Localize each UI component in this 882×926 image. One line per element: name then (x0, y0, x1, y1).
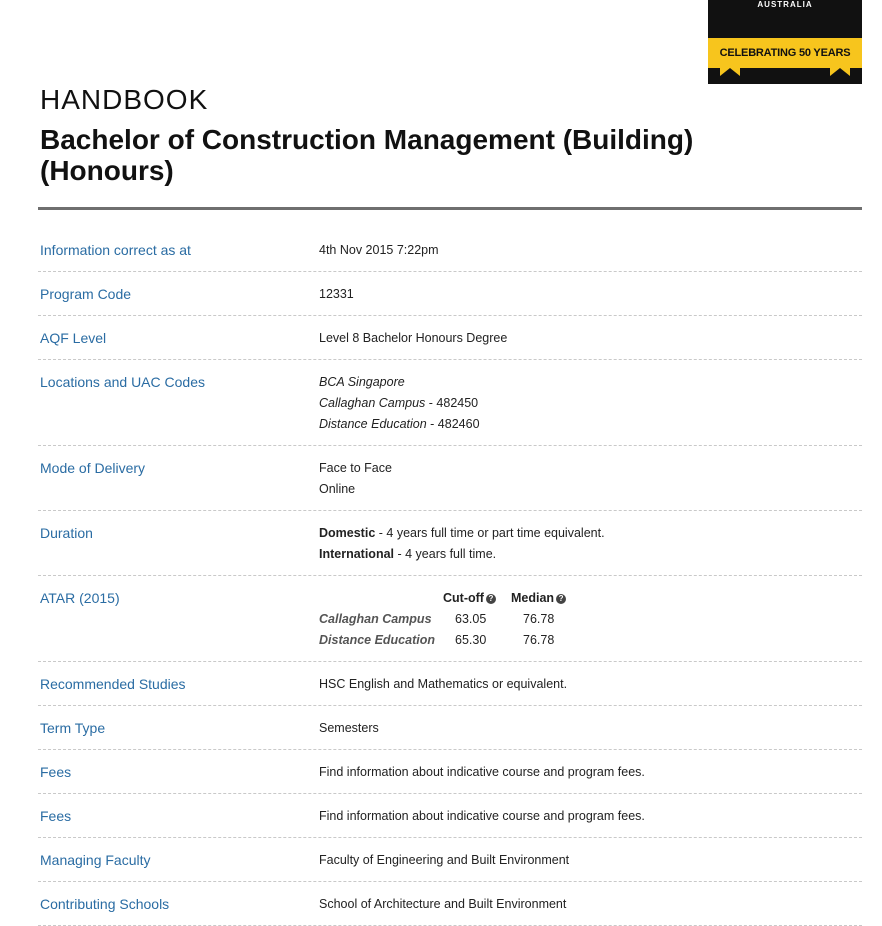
duration-international (319, 544, 862, 565)
detail-row-contributing-schools (38, 882, 862, 926)
row-label: Recommended Studies (40, 676, 186, 692)
delivery-mode: Online (319, 482, 356, 496)
atar-section (319, 588, 862, 651)
duration-domestic-value: - 4 years full time or part time equivalent. (375, 526, 605, 540)
university-logo[interactable] (708, 0, 862, 84)
detail-row-term-type (38, 706, 862, 750)
fees-link[interactable]: Find information about indicative course and program fees. (319, 765, 645, 779)
delivery-mode: Face to Face (319, 461, 392, 475)
row-value: HSC English and Mathematics or equivalent. (319, 677, 568, 691)
duration-domestic-label: Domestic (319, 526, 376, 540)
locations-list (319, 372, 862, 435)
cutoff-header-label: Cut-off (443, 591, 484, 605)
ribbon-right-icon (830, 68, 850, 76)
uac-code: - 482460 (426, 417, 480, 431)
detail-row-duration (38, 511, 862, 576)
question-circle-icon[interactable]: ? (486, 594, 496, 604)
row-label: Locations and UAC Codes (40, 374, 205, 390)
atar-campus-name: Distance Education (319, 633, 435, 647)
location-item (319, 372, 862, 393)
row-value: 4th Nov 2015 7:22pm (319, 243, 439, 257)
median-header-label: Median (511, 591, 555, 605)
question-circle-icon[interactable]: ? (556, 594, 566, 604)
atar-cutoff-value: 65.30 (455, 633, 487, 647)
location-name: Callaghan Campus (319, 396, 426, 410)
row-label: Contributing Schools (40, 896, 170, 912)
row-label: ATAR (2015) (40, 590, 120, 606)
row-value: School of Architecture and Built Environment (319, 897, 567, 911)
atar-cutoff-header (443, 588, 511, 609)
detail-row-recommended-studies (38, 662, 862, 706)
atar-campus-name: Callaghan Campus (319, 612, 432, 626)
row-label: Term Type (40, 720, 106, 736)
location-name: Distance Education (319, 417, 427, 431)
detail-row-fees (38, 750, 862, 794)
detail-row-fees (38, 794, 862, 838)
row-value: Semesters (319, 721, 379, 735)
atar-median-header (511, 588, 572, 609)
logo-country-text: AUSTRALIA (757, 0, 813, 9)
location-name: BCA Singapore (319, 375, 405, 389)
atar-header-row (319, 588, 572, 609)
duration-international-value: - 4 years full time. (394, 547, 497, 561)
row-label: Program Code (40, 286, 132, 302)
program-details (38, 228, 862, 926)
row-label: Managing Faculty (40, 852, 151, 868)
detail-row-program-code (38, 272, 862, 316)
detail-row-atar (38, 576, 862, 662)
atar-cutoff-value: 63.05 (455, 612, 487, 626)
atar-median-value: 76.78 (523, 612, 555, 626)
row-label: Fees (40, 764, 72, 780)
duration-domestic (319, 523, 862, 544)
row-label: AQF Level (40, 330, 107, 346)
detail-row-aqf-level (38, 316, 862, 360)
fees-link[interactable]: Find information about indicative course and program fees. (319, 809, 645, 823)
uac-code: - 482450 (425, 396, 479, 410)
row-value: Level 8 Bachelor Honours Degree (319, 331, 508, 345)
atar-row (319, 609, 572, 630)
row-label: Duration (40, 525, 93, 541)
atar-campus-header (319, 588, 443, 609)
location-item (319, 393, 862, 414)
page-title: Bachelor of Construction Management (Building) (Honours) (40, 124, 694, 186)
ribbon-left-icon (720, 68, 740, 76)
duration-international-label: International (319, 547, 395, 561)
row-label: Information correct as at (40, 242, 191, 258)
row-label: Fees (40, 808, 72, 824)
atar-median-value: 76.78 (523, 633, 555, 647)
row-value: 12331 (319, 287, 354, 301)
atar-table (319, 588, 572, 651)
duration-list (319, 523, 862, 565)
detail-row-locations (38, 360, 862, 446)
detail-row-delivery (38, 446, 862, 511)
detail-row-managing-faculty (38, 838, 862, 882)
logo-anniversary-band: CELEBRATING 50 YEARS (708, 38, 862, 68)
delivery-list (319, 458, 862, 500)
title-divider (38, 207, 862, 210)
detail-row-info-correct (38, 228, 862, 272)
row-value: Faculty of Engineering and Built Environment (319, 853, 570, 867)
atar-row (319, 630, 572, 651)
row-label: Mode of Delivery (40, 460, 146, 476)
section-heading: HANDBOOK (40, 84, 209, 115)
location-item (319, 414, 862, 435)
